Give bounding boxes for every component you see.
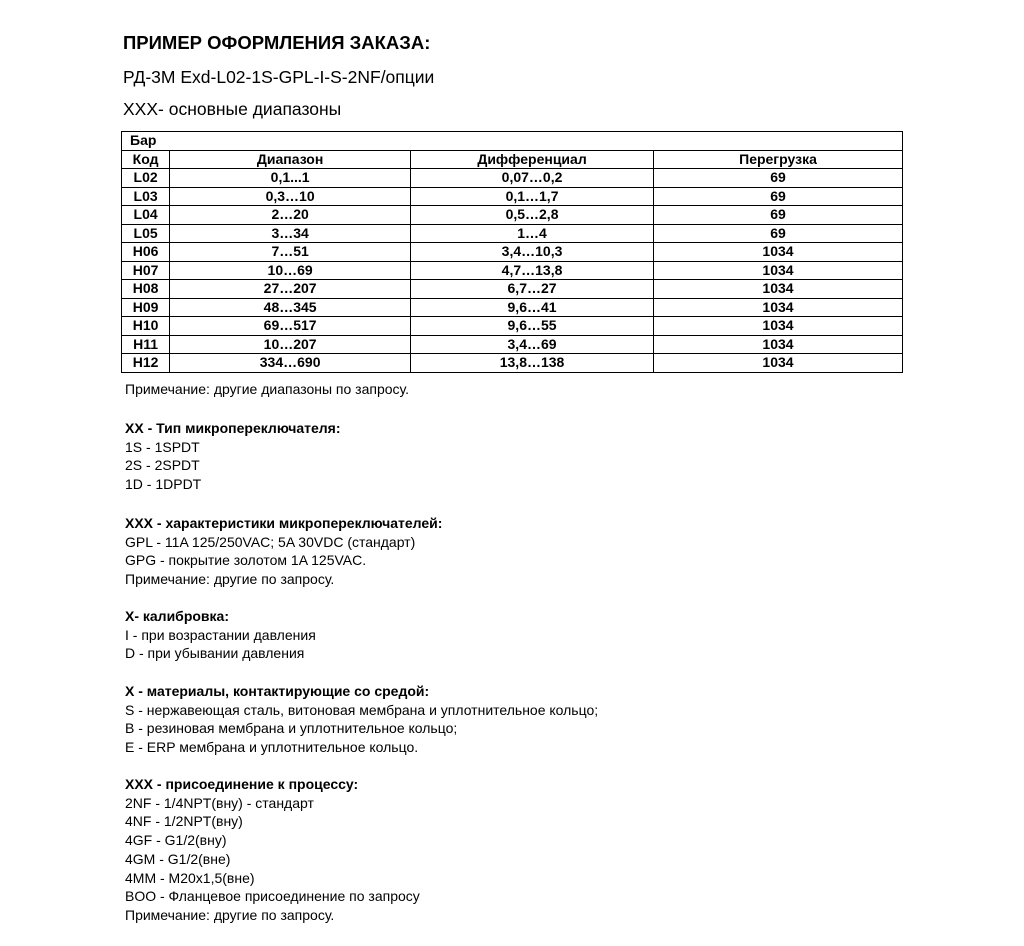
section-line: S - нержавеющая сталь, витоновая мембрана и уплотнительное кольцо; (125, 701, 599, 718)
wetted-materials-section (125, 682, 598, 757)
process-connection-section (125, 775, 420, 925)
code-cell: H07 (122, 261, 170, 280)
code-cell: L05 (122, 224, 170, 243)
code-cell: H06 (122, 243, 170, 262)
section-line: Примечание: другие по запросу. (125, 906, 335, 923)
overload-cell: 69 (654, 206, 903, 225)
range-cell: 334…690 (170, 354, 411, 373)
section-line: 4GF - G1/2(вну) (125, 832, 227, 849)
unit-cell: Бар (122, 132, 903, 151)
overload-cell: 1034 (654, 335, 903, 354)
range-cell: 3…34 (170, 224, 411, 243)
header-differential: Дифференциал (411, 150, 654, 169)
switch-characteristics-section (125, 514, 442, 589)
section-line: Примечание: другие по запросу. (125, 571, 335, 588)
section-line: 2NF - 1/4NPT(вну) - стандарт (125, 794, 314, 811)
section-title: XX - Тип микропереключателя: (125, 420, 341, 436)
overload-cell: 1034 (654, 261, 903, 280)
code-cell: L03 (122, 187, 170, 206)
overload-cell: 69 (654, 187, 903, 206)
range-cell: 48…345 (170, 298, 411, 317)
ranges-table-body (122, 132, 903, 373)
section-line: 1D - 1DPDT (125, 476, 202, 493)
table-note: Примечание: другие диапазоны по запросу. (125, 381, 410, 397)
section-title: XXX - характеристики микропереключателей: (125, 515, 443, 531)
section-title: XXX - присоединение к процессу: (125, 776, 359, 792)
differential-cell: 9,6…41 (411, 298, 654, 317)
overload-cell: 1034 (654, 298, 903, 317)
differential-cell: 0,07…0,2 (411, 169, 654, 188)
code-cell: L04 (122, 206, 170, 225)
table-row (122, 187, 903, 206)
section-line: 4NF - 1/2NPT(вну) (125, 813, 243, 830)
section-line: GPG - покрытие золотом 1A 125VAC. (125, 552, 367, 569)
differential-cell: 4,7…13,8 (411, 261, 654, 280)
range-cell: 0,1...1 (170, 169, 411, 188)
unit-row (122, 132, 903, 151)
section-line: 4MM - M20x1,5(вне) (125, 869, 255, 886)
range-cell: 69…517 (170, 317, 411, 336)
section-title: X - материалы, контактирующие со средой: (125, 683, 430, 699)
overload-cell: 1034 (654, 354, 903, 373)
range-cell: 2…20 (170, 206, 411, 225)
calibration-section (125, 607, 316, 663)
section-title: X- калибровка: (125, 608, 229, 624)
table-row (122, 298, 903, 317)
range-cell: 27…207 (170, 280, 411, 299)
overload-cell: 1034 (654, 280, 903, 299)
section-line: I - при возрастании давления (125, 626, 316, 643)
ranges-table (121, 131, 903, 373)
table-row (122, 280, 903, 299)
header-overload: Перегрузка (654, 150, 903, 169)
table-row (122, 335, 903, 354)
range-cell: 10…207 (170, 335, 411, 354)
code-cell: H11 (122, 335, 170, 354)
header-row (122, 150, 903, 169)
differential-cell: 0,5…2,8 (411, 206, 654, 225)
header-code: Код (122, 150, 170, 169)
overload-cell: 69 (654, 169, 903, 188)
range-cell: 0,3…10 (170, 187, 411, 206)
differential-cell: 0,1…1,7 (411, 187, 654, 206)
section-line: BOO - Фланцевое присоединение по запросу (125, 888, 420, 905)
page-title: ПРИМЕР ОФОРМЛЕНИЯ ЗАКАЗА: (123, 32, 431, 53)
differential-cell: 9,6…55 (411, 317, 654, 336)
table-row (122, 354, 903, 373)
code-cell: H12 (122, 354, 170, 373)
differential-cell: 3,4…10,3 (411, 243, 654, 262)
overload-cell: 69 (654, 224, 903, 243)
table-row (122, 261, 903, 280)
code-cell: L02 (122, 169, 170, 188)
differential-cell: 13,8…138 (411, 354, 654, 373)
differential-cell: 1…4 (411, 224, 654, 243)
section-line: B - резиновая мембрана и уплотнительное кольцо; (125, 720, 458, 737)
code-cell: H09 (122, 298, 170, 317)
table-row (122, 206, 903, 225)
switch-type-section (125, 419, 341, 494)
section-line: 4GM - G1/2(вне) (125, 850, 231, 867)
differential-cell: 6,7…27 (411, 280, 654, 299)
ranges-heading: XXX- основные диапазоны (123, 99, 342, 119)
overload-cell: 1034 (654, 243, 903, 262)
section-line: D - при убывании давления (125, 645, 305, 662)
range-cell: 7…51 (170, 243, 411, 262)
header-range: Диапазон (170, 150, 411, 169)
table-row (122, 317, 903, 336)
section-line: 1S - 1SPDT (125, 438, 200, 455)
section-line: E - ERP мембрана и уплотнительное кольцо. (125, 739, 419, 756)
range-cell: 10…69 (170, 261, 411, 280)
section-line: GPL - 11A 125/250VAC; 5A 30VDC (стандарт) (125, 533, 416, 550)
overload-cell: 1034 (654, 317, 903, 336)
section-line: 2S - 2SPDT (125, 457, 200, 474)
table-row (122, 169, 903, 188)
table-row (122, 224, 903, 243)
order-code-example: РД-3М Exd-L02-1S-GPL-I-S-2NF/опции (123, 67, 435, 87)
differential-cell: 3,4…69 (411, 335, 654, 354)
code-cell: H10 (122, 317, 170, 336)
table-row (122, 243, 903, 262)
code-cell: H08 (122, 280, 170, 299)
